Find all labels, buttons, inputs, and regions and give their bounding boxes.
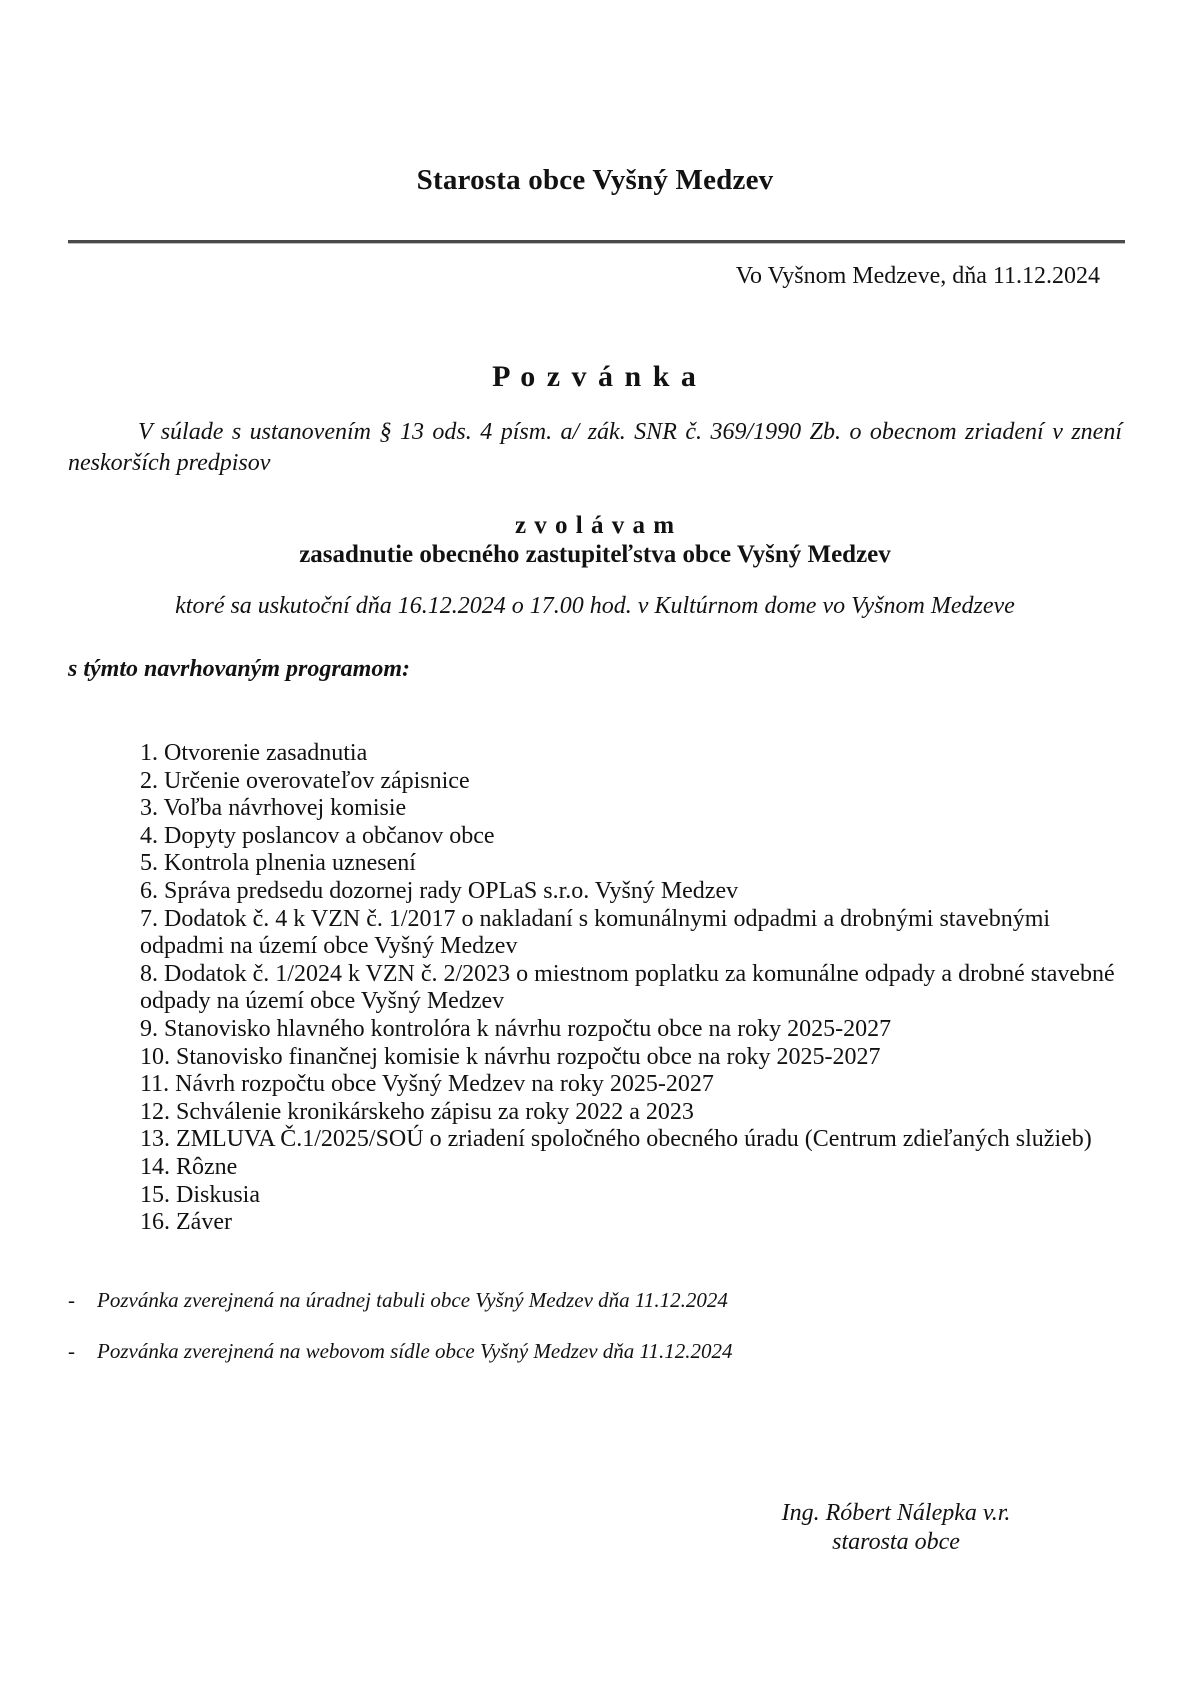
program-item: 14. Rôzne bbox=[140, 1153, 238, 1180]
program-item: 9. Stanovisko hlavného kontrolóra k návrhu rozpočtu obce na roky 2025-2027 bbox=[140, 1015, 892, 1042]
legal-intro: V súlade s ustanovením § 13 ods. 4 písm. a/ zák. SNR č. 369/1990 Zb. o obecnom zriadení v znení neskorších predpisov bbox=[68, 419, 1122, 476]
program-item: 2. Určenie overovateľov zápisnice bbox=[140, 767, 470, 794]
program-item: 6. Správa predsedu dozornej rady OPLaS s.r.o. Vyšný Medzev bbox=[140, 877, 739, 904]
program-item: 7. Dodatok č. 4 k VZN č. 1/2017 o nakladaní s komunálnymi odpadmi a drobnými stavebnými odpadmi na území obce Vyšný Medzev bbox=[140, 905, 1051, 960]
program-item: 13. ZMLUVA Č.1/2025/SOÚ o zriadení spoločného obecného úradu (Centrum zdieľaných služieb) bbox=[140, 1126, 1092, 1153]
invitation-heading: P o z v á n k a bbox=[492, 360, 698, 393]
publication-note bbox=[68, 1288, 1122, 1312]
program-item: 16. Záver bbox=[140, 1209, 232, 1236]
header-divider bbox=[68, 240, 1125, 244]
publication-note bbox=[68, 1339, 1122, 1363]
signature-block bbox=[696, 1499, 1096, 1557]
program-item: 1. Otvorenie zasadnutia bbox=[140, 740, 368, 766]
program-item: 3. Voľba návrhovej komisie bbox=[140, 795, 407, 822]
program-item: 8. Dodatok č. 1/2024 k VZN č. 2/2023 o miestnom poplatku za komunálne odpady a drobné stavebné odpady na území obce Vyšný Medzev bbox=[140, 960, 1115, 1015]
publication-notes bbox=[68, 1288, 1122, 1390]
program-item: 5. Kontrola plnenia uznesení bbox=[140, 850, 416, 877]
convene-subject: zasadnutie obecného zastupiteľstva obce Vyšný Medzev bbox=[299, 541, 891, 568]
note-text: Pozvánka zverejnená na úradnej tabuli obce Vyšný Medzev dňa 11.12.2024 bbox=[97, 1288, 728, 1312]
note-dash: - bbox=[68, 1288, 75, 1312]
program-item: 10. Stanovisko finančnej komisie k návrhu rozpočtu obce na roky 2025-2027 bbox=[140, 1043, 881, 1070]
program-item: 4. Dopyty poslancov a občanov obce bbox=[140, 822, 495, 849]
date-line: Vo Vyšnom Medzeve, dňa 11.12.2024 bbox=[735, 263, 1100, 289]
page-title: Starosta obce Vyšný Medzev bbox=[416, 164, 774, 196]
program-item: 11. Návrh rozpočtu obce Vyšný Medzev na roky 2025-2027 bbox=[140, 1071, 714, 1098]
program-item: 15. Diskusia bbox=[140, 1181, 260, 1208]
meeting-info: ktoré sa uskutoční dňa 16.12.2024 o 17.00 hod. v Kultúrnom dome vo Vyšnom Medzeve bbox=[175, 593, 1015, 619]
program-list bbox=[140, 740, 1124, 1237]
note-text: Pozvánka zverejnená na webovom sídle obce Vyšný Medzev dňa 11.12.2024 bbox=[97, 1339, 733, 1363]
signature-role: starosta obce bbox=[832, 1529, 960, 1555]
note-dash: - bbox=[68, 1339, 75, 1363]
convene-line: z v o l á v a m bbox=[514, 512, 676, 539]
program-item: 12. Schválenie kronikárskeho zápisu za roky 2022 a 2023 bbox=[140, 1098, 694, 1125]
program-label: s týmto navrhovaným programom: bbox=[68, 656, 411, 682]
signature-name: Ing. Róbert Nálepka v.r. bbox=[781, 1500, 1011, 1526]
